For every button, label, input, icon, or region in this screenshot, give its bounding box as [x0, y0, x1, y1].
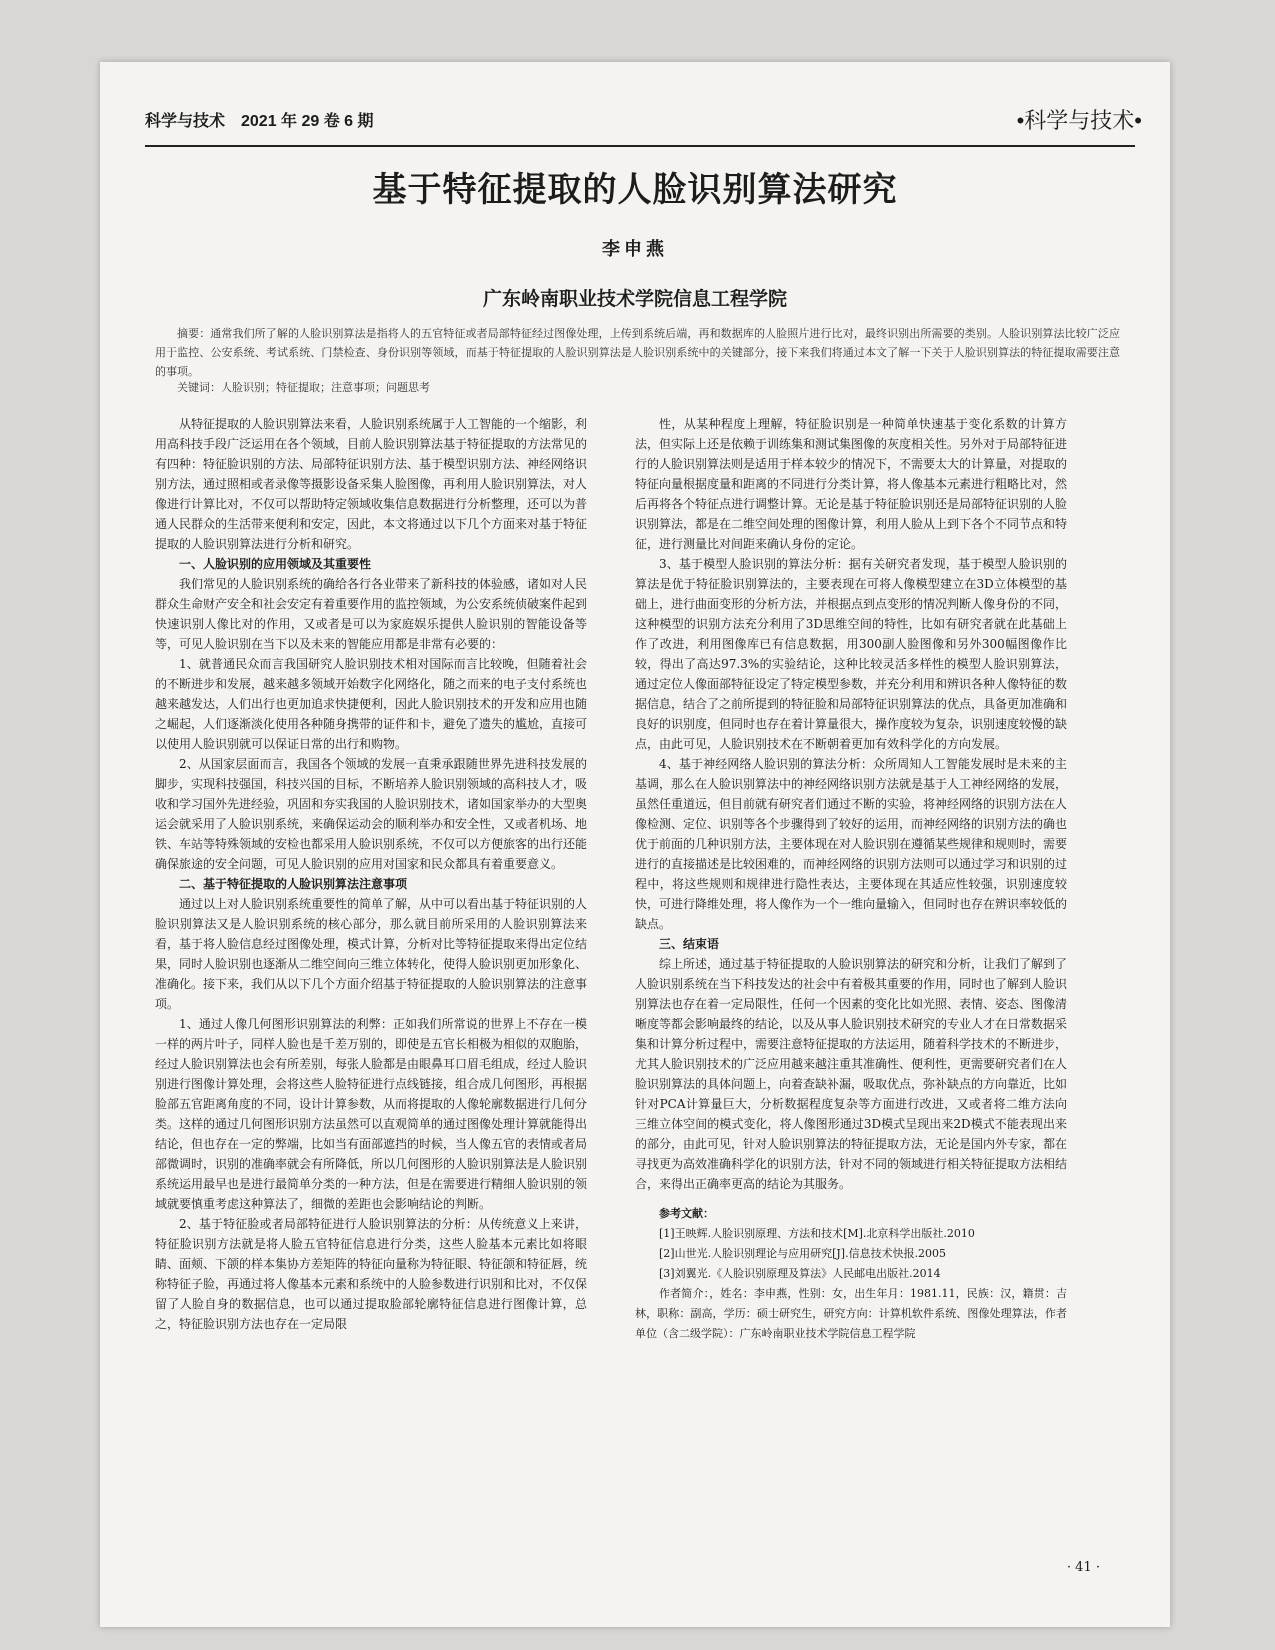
journal-issue: 科学与技术 2021 年 29 卷 6 期 — [145, 113, 374, 130]
running-header — [145, 102, 1142, 142]
body-paragraph: 性，从某种程度上理解，特征脸识别是一种简单快速基于变化系数的计算方法，但实际上还是依赖于训练集和测试集图像的灰度相关性。另外对于局部特征进行的人脸识别算法则是适用于样本较少的情况下，不需要太大的计算量，对提取的特征向量根据度量和距离的不同进行分类计算，将人像基本元素进行粗略比对，然后再将各个特征点进行调整计算。无论是基于特征脸识别还是局部特征识别的人脸识别算法，都是在二维空间处理的图像计算，利用人脸从上到下各个不同节点和特征，进行测量比对间距来确认身份的定论。 — [635, 417, 1068, 551]
abstract: 摘要：通常我们所了解的人脸识别算法是指将人的五官特征或者局部特征经过图像处理，上传到系统后端，再和数据库的人脸照片进行比对，最终识别出所需要的类别。人脸识别算法比较广泛应用于监控、公安系统、考试系统、门禁检查、身份识别等领域，而基于特征提取的人脸识别算法是人脸识别系统中的关键部分，接下来我们将通过本文了解一下关于人脸识别算法的特征提取需要注意的事项。 — [155, 327, 1120, 378]
body-paragraph: 1、就普通民众而言我国研究人脸识别技术相对国际而言比较晚，但随着社会的不断进步和发展，越来越多领域开始数字化网络化，随之而来的电子支付系统也越来越发达，人们出行也更加追求快捷便利，因此人脸识别技术的开发和应用也随之崛起，人们逐渐淡化使用各种随身携带的证件和卡，避免了遗失的尴尬，直接可以使用人脸识别就可以保证日常的出行和购物。 — [155, 657, 588, 751]
body-paragraph: 通过以上对人脸识别系统重要性的简单了解，从中可以看出基于特征识别的人脸识别算法又是人脸识别系统的核心部分，那么就目前所采用的人脸识别算法来看，基于将人脸信息经过图像处理，模式计算，分析对比等特征提取来得出定位结果，同时人脸识别也逐渐从二维空间向三维立体转化，使得人脸识别更加形象化、准确化。接下来，我们从以下几个方面介绍基于特征提取的人脸识别算法的注意事项。 — [155, 897, 588, 1011]
body-paragraph: 我们常见的人脸识别系统的确给各行各业带来了新科技的体验感，诸如对人民群众生命财产安全和社会安定有着重要作用的监控领域，为公安系统侦破案件起到快速识别人像比对的作用，又或者是可以为家庭娱乐提供人脸识别的智能设备等等，可见人脸识别在当下以及未来的智能应用都是非常有必要的： — [155, 577, 588, 651]
left-column — [155, 414, 587, 1334]
header-rule — [145, 145, 1135, 147]
journal-page — [100, 62, 1170, 1627]
author-bio: 作者简介：，姓名：李申燕，性别：女，出生年月：1981.11，民族：汉，籍贯：吉林，职称：副高，学历：硕士研究生，研究方向：计算机软件系统、图像处理算法，作者单位（含二级学院）：广东岭南职业技术学院信息工程学院 — [635, 1287, 1067, 1340]
affiliation: 广东岭南职业技术学院信息工程学院 — [482, 289, 787, 310]
author-name: 李申燕 — [602, 239, 668, 260]
right-column-body — [635, 414, 1067, 1194]
reference-item: [2]山世光.人脸识别理论与应用研究[J].信息技术快报.2005 — [659, 1247, 947, 1260]
body-paragraph: 3、基于模型人脸识别的算法分析：据有关研究者发现，基于模型人脸识别的算法是优于特征脸识别算法的，主要表现在可将人像模型建立在3D立体模型的基础上，进行曲面变形的分析方法，并根据点到点变形的情况判断人像身份的不同，这种模型的识别方法充分利用了3D思维空间的特性，比如有研究者就在此基础上作了改进，利用图像库已有信息数据，用300副人脸图像和另外300幅图像作比较，得出了高达97.3%的实验结论，这种比较灵活多样性的模型人脸识别算法，通过定位人像面部特征设定了特定模型参数，并充分利用和辨识各种人像特征的数据信息，结合了之前所提到的特征脸和局部特征识别算法的优点，具备更加准确和良好的识别度，但同时也存在着计算量很大，操作度较为复杂，识别速度较慢的缺点，由此可见，人脸识别技术在不断朝着更加有效科学化的方向发展。 — [635, 557, 1068, 751]
page-number: · 41 · — [1066, 1560, 1100, 1575]
keywords: 关键词：人脸识别；特征提取；注意事项；问题思考 — [177, 381, 430, 394]
article-title: 基于特征提取的人脸识别算法研究 — [372, 170, 898, 210]
references — [635, 1204, 1067, 1284]
body-paragraph: 综上所述，通过基于特征提取的人脸识别算法的研究和分析，让我们了解到了人脸识别系统在当下科技发达的社会中有着极其重要的作用，同时也了解到人脸识别算法也存在着一定局限性，任何一个因素的变化比如光照、表情、姿态、图像清晰度等都会影响最终的结论，以及从事人脸识别技术研究的专业人才在日常数据采集和计算分析过程中，需要注意特征提取的方法运用，随着科学技术的不断进步，尤其人脸识别技术的广泛应用越来越注重其准确性、便利性，更需要研究者们在人脸识别算法的具体问题上，向着查缺补漏，吸取优点，弥补缺点的方向靠近，比如针对PCA计算量巨大，分析数据程度复杂等方面进行改进，又或者将二维方法向三维立体空间的模式变化，将人像图形通过3D模式呈现出来2D模式不能表现出来的部分，由此可见，针对人脸识别算法的特征提取方法，无论是国内外专家，都在寻找更为高效准确科学化的识别方法，针对不同的领域进行相关特征提取方法相结合，来得出正确率更高的结论为其服务。 — [635, 957, 1068, 1191]
body-paragraph: 从特征提取的人脸识别算法来看，人脸识别系统属于人工智能的一个缩影，利用高科技手段广泛运用在各个领域，目前人脸识别算法基于特征提取的方法常见的有四种：特征脸识别的方法、局部特征识别方法、基于模型识别方法、神经网络识别方法，通过照相或者录像等摄影设备采集人脸图像，再利用人脸识别算法，对人像进行计算比对，不仅可以帮助特定领域收集信息数据进行分析整理，还可以为普通人民群众的生活带来便利和安定，因此，本文将通过以下几个方面来对基于特征提取的人脸识别算法进行分析和研究。 — [155, 417, 588, 551]
section-label: •科学与技术• — [1016, 108, 1142, 133]
reference-item: [1]王映辉.人脸识别原理、方法和技术[M].北京科学出版社.2010 — [659, 1227, 975, 1240]
right-column — [635, 414, 1067, 1344]
reference-item: [3]刘翼光.《人脸识别原理及算法》人民邮电出版社.2014 — [659, 1267, 941, 1280]
section-heading: 二、基于特征提取的人脸识别算法注意事项 — [179, 877, 408, 891]
section-heading: 三、结束语 — [659, 937, 720, 951]
body-paragraph: 2、基于特征脸或者局部特征进行人脸识别算法的分析：从传统意义上来讲，特征脸识别方法就是将人脸五官特征信息进行分类，这些人脸基本元素比如将眼睛、面颊、下颌的样本集协方差矩阵的特征向量称为特征眼、特征颌和特征唇，统称特征子脸，再通过将人像基本元素和系统中的人脸参数进行识别和比对，不仅保留了人脸自身的数据信息，也可以通过提取脸部轮廓特征信息进行图像计算，总之，特征脸识别方法也存在一定局限 — [155, 1217, 588, 1331]
body-paragraph: 4、基于神经网络人脸识别的算法分析：众所周知人工智能发展时是未来的主基调，那么在人脸识别算法中的神经网络识别方法就是基于人工神经网络的发展，虽然任重道远，但目前就有研究者们通过不断的实验，将神经网络的识别方法在人像检测、定位、识别等各个步骤得到了较好的运用，而神经网络的识别方法的确也优于前面的几种识别方法，主要体现在对人脸识别在遵循某些规律和规则时，需要进行的直接描述是比较困难的，而神经网络的识别方法则可以通过学习和识别的过程中，将这些规则和规律进行隐性表达，主要体现在其适应性较强，识别速度较快，可进行降维处理，将人像作为一个一维向量输入，但同时也存在辨识率较低的缺点。 — [635, 757, 1068, 931]
body-paragraph: 1、通过人像几何图形识别算法的利弊：正如我们所常说的世界上不存在一模一样的两片叶子，同样人脸也是千差万别的，即使是五官长相极为相似的双胞胎，经过人脸识别算法也会有所差别，每张人脸都是由眼鼻耳口眉毛组成，经过人脸识别进行图像计算处理，会将这些人脸特征进行点线链接，组合成几何图形，再根据脸部五官距离角度的不同，设计计算参数，从而将提取的人像轮廓数据进行几何分类。这样的通过几何图形识别方法虽然可以直观简单的通过图像处理计算就能得出结论，但也存在一定的弊端，比如当有面部遮挡的时候，当人像五官的表情或者局部微调时，识别的准确率就会有所降低，所以几何图形的人脸识别算法是人脸识别系统运用最早也是进行最简单分类的一种方法，但是在需要进行精细人脸识别的领域就要慎重考虑这种算法了，细微的差距也会影响结论的判断。 — [155, 1017, 588, 1211]
section-heading: 一、人脸识别的应用领域及其重要性 — [179, 557, 372, 571]
body-paragraph: 2、从国家层面而言，我国各个领域的发展一直秉承跟随世界先进科技发展的脚步，实现科技强国，科技兴国的目标，不断培养人脸识别领域的高科技人才，吸收和学习国外先进经验，巩固和夯实我国的人脸识别技术，诸如国家举办的大型奥运会就采用了人脸识别系统，来确保运动会的顺利举办和安全性，又或者机场、地铁、车站等特殊领域的安检也都采用人脸识别系统，不仅可以方便旅客的出行还能确保旅途的安全问题，可见人脸识别的应用对国家和民众都具有着重要意义。 — [155, 757, 588, 871]
references-title: 参考文献： — [659, 1207, 714, 1220]
